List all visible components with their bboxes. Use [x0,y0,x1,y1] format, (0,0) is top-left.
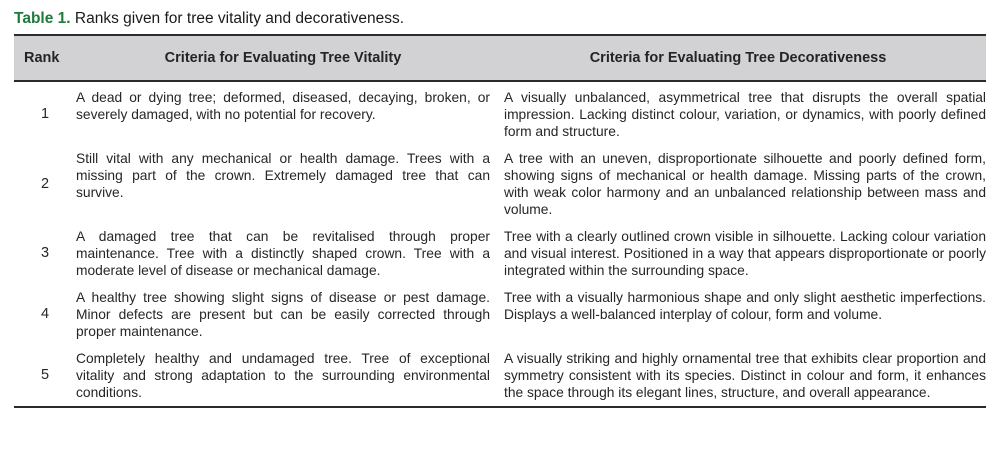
table-row [14,89,986,140]
vitality-cell: Completely healthy and undamaged tree. Tree of exceptional vitality and strong adaptation to the surrounding environmental conditions. [76,351,490,400]
table-row [14,228,986,279]
vitality-cell: Still vital with any mechanical or health damage. Trees with a missing part of the crown. Extremely damaged tree that can survive. [76,151,490,200]
table-row [14,350,986,401]
decorativeness-cell: A visually unbalanced, asymmetrical tree that disrupts the overall spatial impression. Lacking distinct colour, variation, or dynamics, with poorly defined form and structure. [504,90,986,139]
vitality-cell: A dead or dying tree; deformed, diseased, decaying, broken, or severely damaged, with no potential for recovery. [76,90,490,122]
rank-cell: 2 [40,175,50,192]
table-row [14,289,986,340]
rank-cell: 1 [40,106,50,122]
table-caption-text: Ranks given for tree vitality and decorativeness. [70,10,404,27]
table-caption-label: Table 1. [14,10,71,27]
decorativeness-cell: A visually striking and highly ornamental tree that exhibits clear proportion and symmetry consistent with its species. Distinct in colour and form, it enhances the space through its elegant lines, structure, and overall appearance. [504,351,986,400]
table-header-row [14,34,986,82]
rank-cell: 4 [40,306,50,322]
rank-cell: 5 [40,367,50,383]
decorativeness-cell: Tree with a clearly outlined crown visible in silhouette. Lacking colour variation and visual interest. Positioned in a way that appears disproportionate or poorly integrated within the surrounding space. [504,229,986,278]
vitality-cell: A healthy tree showing slight signs of disease or pest damage. Minor defects are present but can be easily corrected through proper maintenance. [76,290,490,339]
decorativeness-cell: A tree with an uneven, disproportionate silhouette and poorly defined form, showing signs of mechanical or health damage. Missing parts of the crown, with weak color harmony and an unbalanced relationship between mass and volume. [504,151,986,217]
decorativeness-cell: Tree with a visually harmonious shape and only slight aesthetic imperfections. Displays a well-balanced interplay of colour, form and volume. [504,290,986,322]
rank-cell: 3 [40,245,50,261]
header-vitality: Criteria for Evaluating Tree Vitality [164,50,402,66]
header-decorativeness: Criteria for Evaluating Tree Decorativeness [589,50,887,66]
table-caption [0,0,1000,34]
ranks-table [14,34,986,408]
vitality-cell: A damaged tree that can be revitalised through proper maintenance. Tree with a distinctly shaped crown. Tree with a moderate level of disease or mechanical damage. [76,229,490,278]
table-body [14,82,986,406]
table-row [14,150,986,218]
header-rank: Rank [24,50,60,66]
